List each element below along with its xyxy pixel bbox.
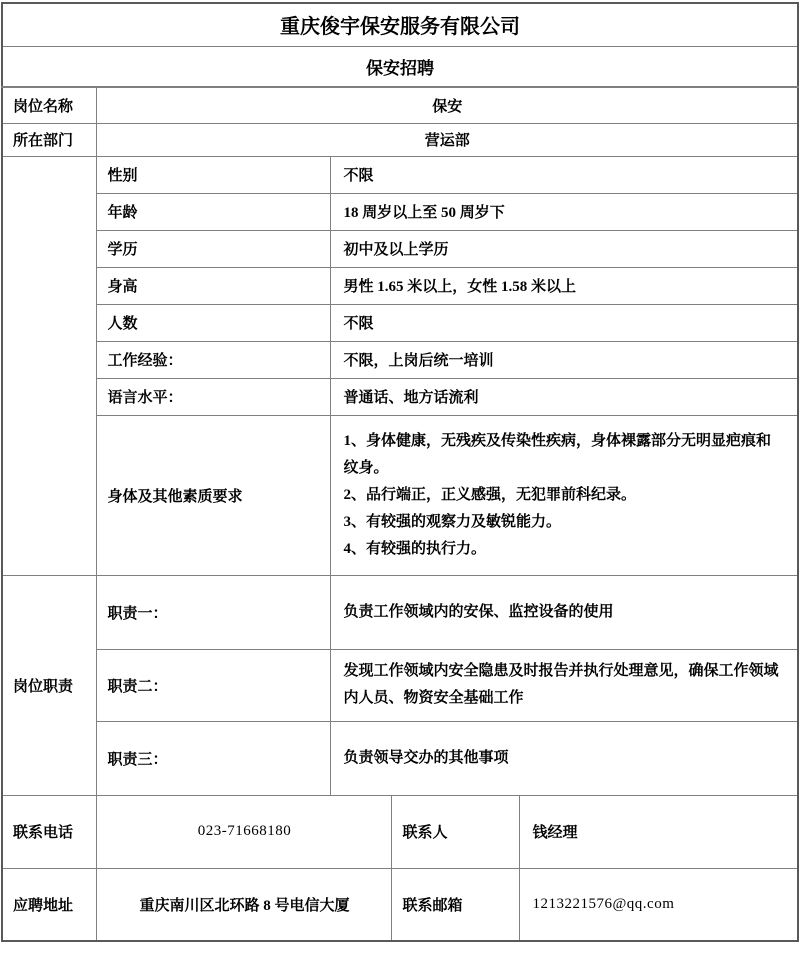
quality-line-4: 4、有较强的执行力。 [343,540,486,557]
requirement-value: 初中及以上学历 [331,230,798,267]
recruitment-subtitle: 保安招聘 [2,46,798,87]
requirement-row-education [2,230,798,267]
requirement-label: 工作经验： [97,341,331,378]
address-label: 应聘地址 [2,868,97,941]
requirement-label: 学历 [97,230,331,267]
requirement-label: 语言水平： [97,378,331,415]
contact-person-value: 钱经理 [520,795,798,868]
requirement-label: 性别 [97,156,331,193]
requirement-row-headcount [2,304,798,341]
recruitment-table [1,2,799,942]
quality-line-2: 2、品行端正，正义感强，无犯罪前科纪录。 [343,486,636,503]
subtitle-row [2,46,798,87]
duty-row-1 [2,575,798,649]
position-value: 保安 [97,87,798,123]
quality-label: 身体及其他素质要求 [97,415,331,575]
quality-row [2,415,798,575]
contact-person-label: 联系人 [392,795,520,868]
requirement-row-language [2,378,798,415]
contact-row-address [2,868,798,941]
duty-value: 发现工作领域内安全隐患及时报告并执行处理意见，确保工作领域内人员、物资安全基础工作 [331,649,798,721]
quality-line-1: 1、身体健康，无残疾及传染性疾病，身体裸露部分无明显疤痕和纹身。 [343,432,771,476]
quality-line-3: 3、有较强的观察力及敏锐能力。 [343,513,561,530]
department-label: 所在部门 [2,123,97,156]
department-row [2,123,798,156]
requirement-label: 身高 [97,267,331,304]
duty-row-3 [2,721,798,795]
requirement-value: 不限 [331,156,798,193]
requirement-row-gender [2,156,798,193]
requirement-value: 普通话、地方话流利 [331,378,798,415]
requirement-value: 男性 1.65 米以上，女性 1.58 米以上 [331,267,798,304]
requirements-spacer-cell [2,156,97,575]
contact-row-phone [2,795,798,868]
duties-label: 岗位职责 [2,575,97,795]
email-value: 1213221576@qq.com [520,868,798,941]
requirement-row-age [2,193,798,230]
duty-label: 职责一： [97,575,331,649]
duty-label: 职责三： [97,721,331,795]
quality-value [331,415,798,575]
requirement-row-height [2,267,798,304]
duty-row-2 [2,649,798,721]
department-value: 营运部 [97,123,798,156]
phone-value: 023-71668180 [97,795,392,868]
requirement-label: 人数 [97,304,331,341]
phone-label: 联系电话 [2,795,97,868]
requirement-value: 不限 [331,304,798,341]
company-title: 重庆俊宇保安服务有限公司 [2,3,798,46]
duty-value: 负责工作领域内的安保、监控设备的使用 [331,575,798,649]
email-label: 联系邮箱 [392,868,520,941]
address-value: 重庆南川区北环路 8 号电信大厦 [97,868,392,941]
position-row [2,87,798,123]
requirement-row-experience [2,341,798,378]
duty-value: 负责领导交办的其他事项 [331,721,798,795]
position-label: 岗位名称 [2,87,97,123]
requirement-value: 18 周岁以上至 50 周岁下 [331,193,798,230]
requirement-label: 年龄 [97,193,331,230]
duty-label: 职责二： [97,649,331,721]
title-row [2,3,798,46]
requirement-value: 不限，上岗后统一培训 [331,341,798,378]
